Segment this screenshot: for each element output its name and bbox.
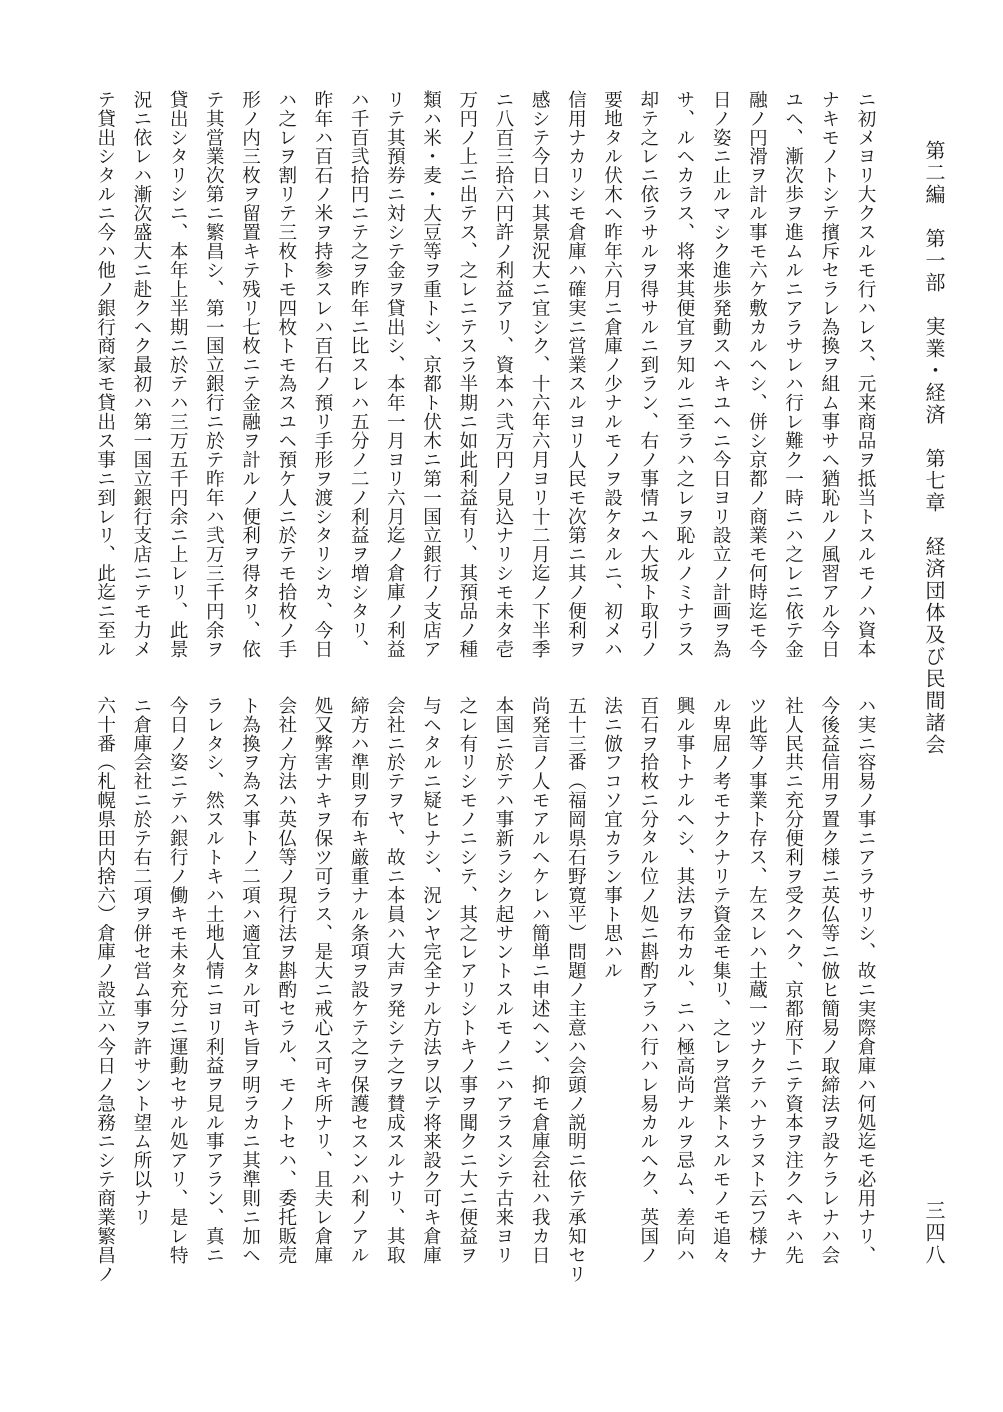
text-column: 処又弊害ナキヲ保ツ可ラス、是大ニ戒心ス可キ所ナリ、且夫レ倉庫 <box>311 696 333 1265</box>
text-column: ル卑屈ノ考モナクナリテ資金モ集リ、之レヲ営業トスルモノモ追々 <box>710 696 732 1265</box>
text-column: 貸出シタリシニ、本年上半期ニ於テハ三万五千円余ニ上レリ、此景 <box>167 90 189 659</box>
text-column: 昨年ハ百石ノ米ヲ持参スレハ百石ノ預リ手形ヲ渡シタリシカ、今日 <box>311 90 333 659</box>
text-column: 本国ニ於テハ事新ラシク起サントスルモノニハアラスシテ古来ヨリ <box>492 696 514 1265</box>
text-column: ナキモノトシテ擯斥セラレ為換ヲ組ム事サヘ猶恥ルノ風習アル今日 <box>818 90 840 659</box>
text-column: テ其営業次第ニ繁昌シ、第一国立銀行ニ於テ昨年ハ弐万三千円余ヲ <box>203 90 225 659</box>
text-column: 之レ有リシモノニシテ、其之レアリシトキノ事ヲ聞クニ大ニ便益ヲ <box>456 696 478 1265</box>
text-column: 法ニ倣フコソ宜カラン事ト思ハル <box>601 696 623 981</box>
text-column: 今日ノ姿ニテハ銀行ノ働キモ未タ充分ニ運動セサル処アリ、是レ特 <box>167 696 189 1265</box>
text-column: 却テ之レニ依ラサルヲ得サルニ到ラン、右ノ事情ユヘ大坂ト取引ノ <box>637 90 659 659</box>
text-column: 況ニ依レハ漸次盛大ニ赴クヘク最初ハ第一国立銀行支店ニテモ力メ <box>130 90 152 659</box>
text-column: 五十三番（福岡県石野寛平）問題ノ主意ハ会頭ノ説明ニ依テ承知セリ <box>565 696 587 1284</box>
text-column: 融ノ円滑ヲ計ル事モ六ケ敷カルヘシ、併シ京都ノ商業モ何時迄モ今 <box>746 90 768 659</box>
text-column: 与ヘタルニ疑ヒナシ、況ンヤ完全ナル方法ヲ以テ将来設ク可キ倉庫 <box>420 696 442 1265</box>
text-column: 百石ヲ拾枚ニ分タル位ノ処ニ斟酌アラハ行ハレ易カルヘク、英国ノ <box>637 696 659 1265</box>
text-column: 興ル事トナルヘシ、其法ヲ布カル、ニハ極高尚ナルヲ忌ム、差向ハ <box>673 696 695 1265</box>
running-head: 第二編 第一部 実業・経済 第七章 経済団体及び民間諸会 <box>922 140 946 756</box>
page-number: 三四八 <box>922 1200 946 1266</box>
text-column: ユヘ、漸次歩ヲ進ムルニアラサレハ行レ難ク一時ニハ之レニ依テ金 <box>782 90 804 659</box>
text-column: 尚発言ノ人モアルヘケレハ簡単ニ申述ヘン、抑モ倉庫会社ハ我カ日 <box>529 696 551 1265</box>
text-column: ツ此等ノ事業ト存ス、左スレハ土蔵一ツナクテハナラヌト云フ様ナ <box>746 696 768 1265</box>
text-column: ニ初メヨリ大クスルモ行ハレス、元来商品ヲ抵当トスルモノハ資本 <box>855 90 876 659</box>
text-column: ラレタシ、然スルトキハ土地人情ニヨリ利益ヲ見ル事アラン、真ニ <box>203 696 225 1265</box>
text-column: 六十番（札幌県田内捨六）倉庫ノ設立ハ今日ノ急務ニシテ商業繁昌ノ <box>94 696 116 1284</box>
text-column: 形ノ内三枚ヲ留置キテ残リ七枚ニテ金融ヲ計ルノ便利ヲ得タリ、依 <box>239 90 261 659</box>
text-column: 社人民共ニ充分便利ヲ受クヘク、京都府下ニテ資本ヲ注クヘキハ先 <box>782 696 804 1265</box>
text-block-top <box>94 90 883 665</box>
text-column: リテ其預券ニ対シテ金ヲ貸出シ、本年一月ヨリ六月迄ノ倉庫ノ利益 <box>384 90 406 659</box>
text-column: 感シテ今日ハ其景況大ニ宜シク、十六年六月ヨリ十二月迄ノ下半季 <box>529 90 551 659</box>
text-column: ニ倉庫会社ニ於テ右二項ヲ併セ営ム事ヲ許サント望ム所以ナリ <box>130 696 152 1227</box>
text-column: 日ノ姿ニ止ルマシク進歩発動スヘキユヘニ今日ヨリ設立ノ計画ヲ為 <box>710 90 732 659</box>
text-column: サ、ルヘカラス、将来其便宜ヲ知ルニ至ラハ之レヲ恥ルノミナラス <box>673 90 695 659</box>
text-column: ハ之レヲ割リテ三枚トモ四枚トモ為スユヘ預ケ人ニ於テモ拾枚ノ手 <box>275 90 297 659</box>
text-column: 要地タル伏木ヘ昨年六月ニ倉庫ノ少ナルモノヲ設ケタルニ、初メハ <box>601 90 623 659</box>
text-column: テ貸出シタルニ今ハ他ノ銀行商家モ貸出ス事ニ到レリ、此迄ニ至ル <box>94 90 116 659</box>
text-column: 締方ハ準則ヲ布キ厳重ナル条項ヲ設ケテ之ヲ保護セスンハ利ノアル <box>348 696 370 1265</box>
text-column: 今後益信用ヲ置ク様ニ英仏等ニ倣ヒ簡易ノ取締法ヲ設ケラレナハ会 <box>818 696 840 1265</box>
text-column: 類ハ米・麦・大豆等ヲ重トシ、京都ト伏木ニ第一国立銀行ノ支店ア <box>420 90 442 659</box>
text-block-bottom <box>94 696 883 1284</box>
text-column: 会社ノ方法ハ英仏等ノ現行法ヲ斟酌セラル、モノトセハ、委托販売 <box>275 696 297 1265</box>
text-column: 会社ニ於テヲヤ、故ニ本員ハ大声ヲ発シテ之ヲ賛成スルナリ、其取 <box>384 696 406 1265</box>
text-column: ト為換ヲ為ス事トノ二項ハ適宜タル可キ旨ヲ明ラカニ其準則ニ加ヘ <box>239 696 261 1265</box>
text-column: ハ千百弐拾円ニテ之ヲ昨年ニ比スレハ五分ノ二ノ利益ヲ増シタリ、 <box>348 90 370 659</box>
text-column: 万円ノ上ニ出テス、之レニテスラ半期ニ如此利益有リ、其預品ノ種 <box>456 90 478 659</box>
text-column: ハ実ニ容易ノ事ニアラサリシ、故ニ実際倉庫ハ何処迄モ必用ナリ、 <box>855 696 876 1265</box>
text-column: ニ八百三拾六円許ノ利益アリ、資本ハ弐万円ノ見込ナリシモ未タ壱 <box>492 90 514 659</box>
text-column: 信用ナカリシモ倉庫ハ確実ニ営業スルヨリ人民モ次第ニ其ノ便利ヲ <box>565 90 587 659</box>
